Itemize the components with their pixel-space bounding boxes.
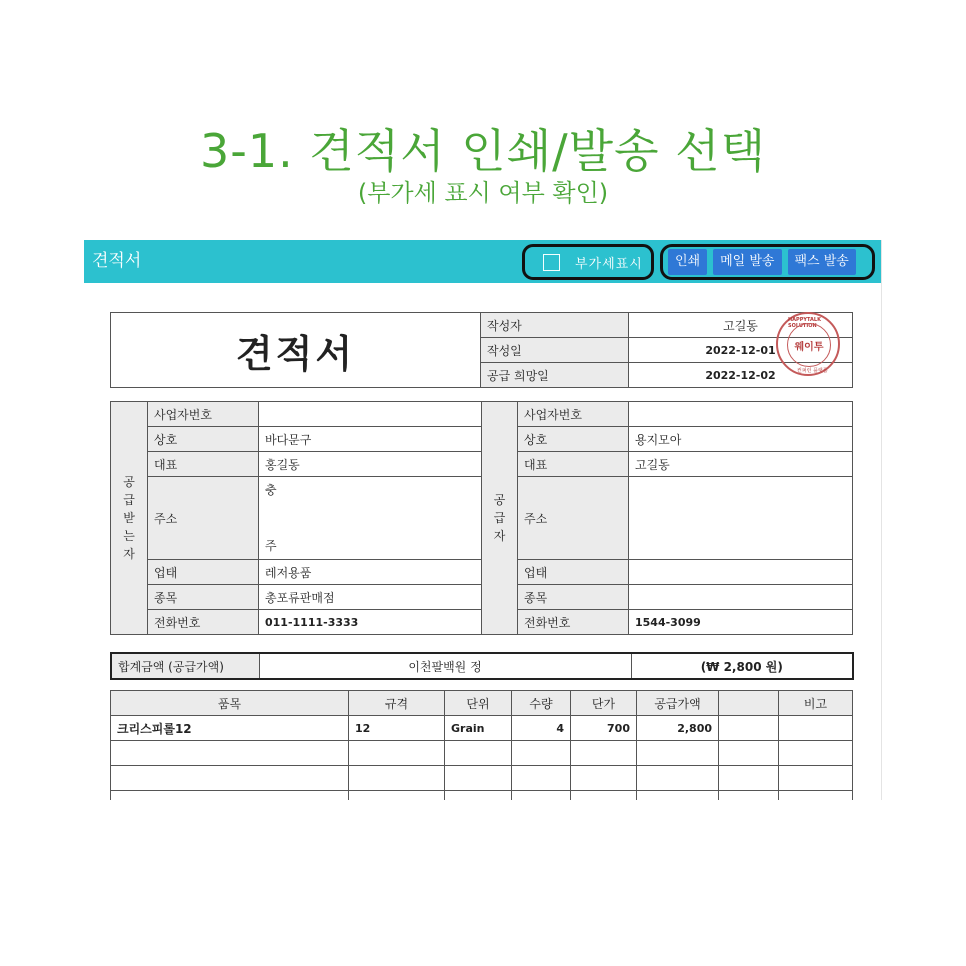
item-cell	[719, 716, 779, 741]
vat-toggle[interactable]	[522, 244, 654, 280]
receiver-biztype-label: 업태	[148, 560, 259, 585]
col-header: 단위	[445, 691, 512, 716]
receiver-address-line1: 충	[265, 483, 277, 497]
item-cell	[111, 741, 349, 766]
doc-title: 견적서	[111, 313, 481, 388]
item-cell: 700	[571, 716, 637, 741]
col-header: 공급가액	[637, 691, 719, 716]
receiver-bizitem-value: 총포류판매점	[259, 585, 482, 610]
table-row	[111, 791, 853, 801]
supplier-phone-value: 1544-3099	[629, 610, 853, 635]
vat-checkbox[interactable]	[543, 254, 560, 271]
receiver-ceo-label: 대표	[148, 452, 259, 477]
item-cell	[571, 766, 637, 791]
col-header: 단가	[571, 691, 637, 716]
supplier-bizitem-label: 종목	[518, 585, 629, 610]
items-header-row	[111, 691, 853, 716]
page-title: 3-1. 견적서 인쇄/발송 선택	[199, 124, 767, 178]
item-cell	[719, 741, 779, 766]
total-text: 이천팔백원 정	[259, 653, 631, 679]
item-cell	[512, 791, 571, 801]
receiver-bizitem-label: 종목	[148, 585, 259, 610]
receiver-biztype-value: 레저용품	[259, 560, 482, 585]
item-cell	[445, 766, 512, 791]
receiver-address-line2: 주	[265, 539, 277, 553]
item-cell	[512, 766, 571, 791]
total-amount: (₩ 2,800 원)	[631, 653, 853, 679]
item-cell	[445, 791, 512, 801]
receiver-phone-label: 전화번호	[148, 610, 259, 635]
mail-send-button[interactable]: 메일 발송	[713, 249, 781, 275]
table-row	[111, 766, 853, 791]
items-table	[110, 690, 853, 800]
item-cell	[719, 766, 779, 791]
receiver-company-value: 바다문구	[259, 427, 482, 452]
supplier-bizitem-value	[629, 585, 853, 610]
toolbar	[84, 240, 881, 283]
supplier-biztype-label: 업태	[518, 560, 629, 585]
item-cell	[719, 791, 779, 801]
item-cell	[111, 766, 349, 791]
item-cell	[779, 741, 853, 766]
date-label: 작성일	[481, 338, 629, 363]
supplier-address-value	[629, 477, 853, 560]
receiver-phone-value: 011-1111-3333	[259, 610, 482, 635]
item-cell	[349, 791, 445, 801]
fax-send-button[interactable]: 팩스 발송	[788, 249, 856, 275]
supplier-ceo-value: 고길동	[629, 452, 853, 477]
receiver-side-label: 공급받는자	[111, 402, 148, 635]
parties-table	[110, 401, 853, 635]
item-cell: 4	[512, 716, 571, 741]
item-cell	[637, 741, 719, 766]
col-header: 수량	[512, 691, 571, 716]
item-cell	[571, 791, 637, 801]
col-header	[719, 691, 779, 716]
item-cell: Grain	[445, 716, 512, 741]
supplier-biztype-value	[629, 560, 853, 585]
item-cell: 크리스피롤12	[111, 716, 349, 741]
item-cell: 2,800	[637, 716, 719, 741]
total-label: 합계금액 (공급가액)	[111, 653, 259, 679]
company-stamp	[776, 312, 840, 376]
item-cell	[637, 791, 719, 801]
item-cell	[779, 791, 853, 801]
receiver-company-label: 상호	[148, 427, 259, 452]
receiver-address-value	[259, 477, 482, 560]
supplier-bizno-value	[629, 402, 853, 427]
total-table	[110, 652, 854, 680]
col-header: 규격	[349, 691, 445, 716]
receiver-ceo-value: 홍길동	[259, 452, 482, 477]
stamp-top-text: HAPPYTALK SOLUTION	[788, 317, 821, 329]
item-cell	[111, 791, 349, 801]
page-subtitle: (부가세 표시 여부 확인)	[357, 179, 609, 207]
supplier-address-label: 주소	[518, 477, 629, 560]
author-value: 고길동	[629, 313, 853, 338]
stamp-name: 웨이투	[787, 323, 831, 367]
supplier-ceo-label: 대표	[518, 452, 629, 477]
supply-date-label: 공급 희망일	[481, 363, 629, 388]
vat-label: 부가세표시	[575, 256, 643, 272]
item-cell	[779, 716, 853, 741]
supplier-company-value: 용지모아	[629, 427, 853, 452]
doc-header-table	[110, 312, 853, 388]
supplier-phone-label: 전화번호	[518, 610, 629, 635]
table-row	[111, 716, 853, 741]
col-header: 품목	[111, 691, 349, 716]
supplier-side-label: 공급자	[482, 402, 518, 635]
item-cell	[512, 741, 571, 766]
table-row	[111, 741, 853, 766]
supply-date-value: 2022-12-02	[629, 363, 853, 388]
receiver-bizno-label: 사업자번호	[148, 402, 259, 427]
supplier-company-label: 상호	[518, 427, 629, 452]
date-value: 2022-12-01	[629, 338, 853, 363]
item-cell	[349, 741, 445, 766]
print-button[interactable]: 인쇄	[668, 249, 707, 275]
item-cell	[445, 741, 512, 766]
receiver-address-label: 주소	[148, 477, 259, 560]
item-cell	[571, 741, 637, 766]
estimate-panel	[84, 240, 882, 800]
stamp-bottom-text: 컨퍼런 플랫폼	[797, 368, 828, 374]
supplier-bizno-label: 사업자번호	[518, 402, 629, 427]
item-cell: 12	[349, 716, 445, 741]
col-header: 비고	[779, 691, 853, 716]
item-cell	[637, 766, 719, 791]
receiver-bizno-value	[259, 402, 482, 427]
toolbar-title: 견적서	[92, 251, 142, 271]
item-cell	[779, 766, 853, 791]
item-cell	[349, 766, 445, 791]
author-label: 작성자	[481, 313, 629, 338]
action-buttons	[660, 244, 875, 280]
